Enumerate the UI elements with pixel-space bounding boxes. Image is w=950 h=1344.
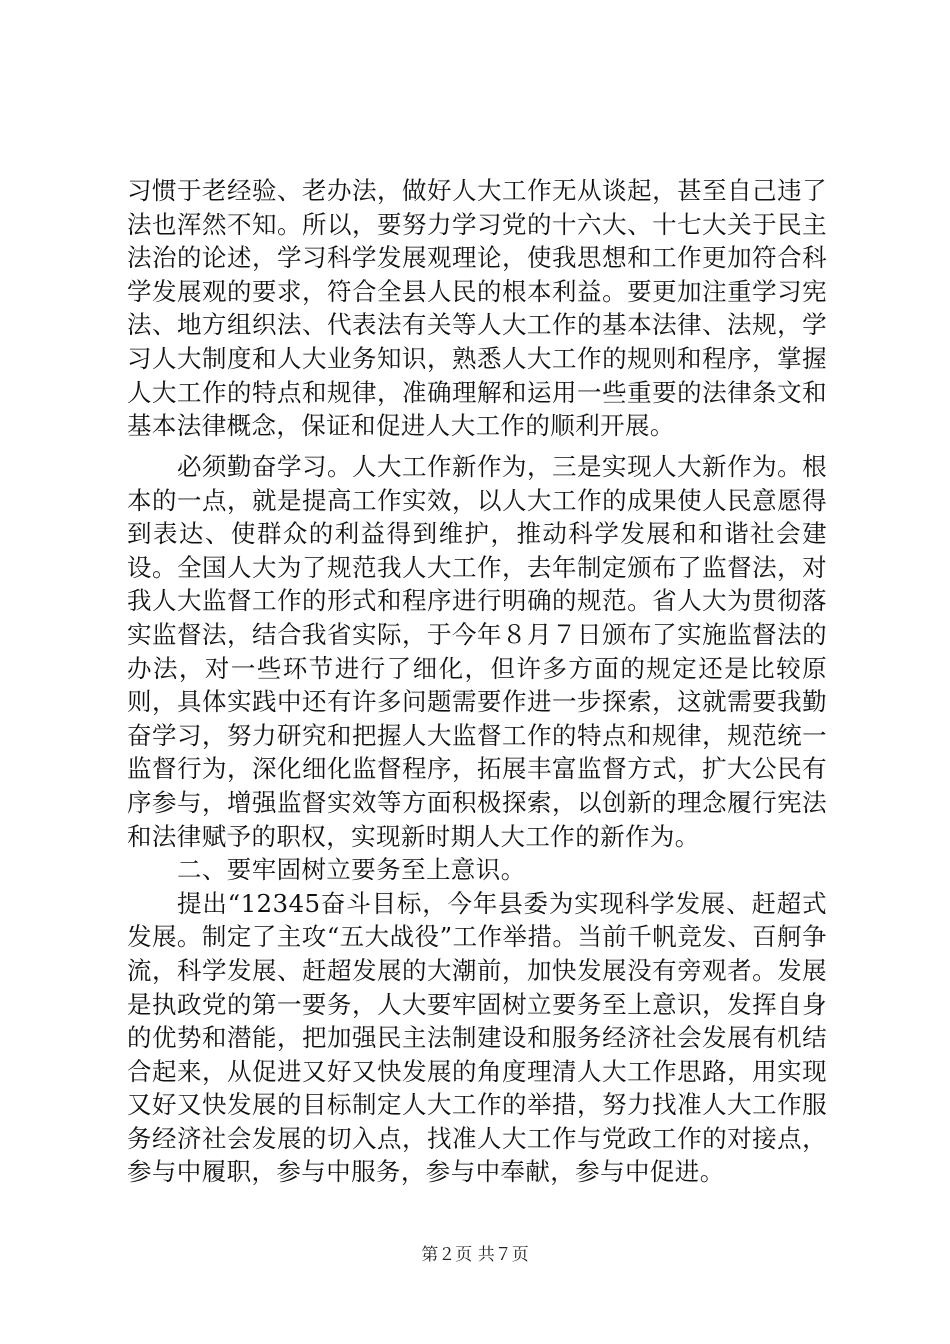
text-block-main <box>127 450 827 1189</box>
text-block-top <box>127 174 827 443</box>
section-heading: 二、要牢固树立要务至上意识。 <box>177 855 526 885</box>
paragraph-study: 必须勤奋学习。人大工作新作为，三是实现人大新作为。根本的一点，就是提高工作实效，以人大工作的成果使人民意愿得到表达、使群众的利益得到维护，推动科学发展和和谐社会建设。全国人大为了规范我人大工作，去年制定颁布了监督法，对我人大监督工作的形式和程序进行明确的规范。省人大为贯彻落实监督法，结合我省实际，于今年８月７日颁布了实施监督法的办法，对一些环节进行了细化，但许多方面的规定还是比较原则，具体实践中还有许多问题需要作进一步探索，这就需要我勤奋学习，努力研究和把握人大监督工作的特点和规律，规范统一监督行为，深化细化监督程序，拓展丰富监督方式，扩大公民有序参与，增强监督实效等方面积极探索，以创新的理念履行宪法和法律赋予的职权，实现新时期人大工作的新作为。 <box>127 452 827 851</box>
page-number-footer: 第２页 共７页 <box>421 1245 529 1265</box>
paragraph-continuation: 习惯于老经验、老办法，做好人大工作无从谈起，甚至自己违了法也浑然不知。所以，要努力学习党的十六大、十七大关于民主法治的论述，学习科学发展观理论，使我思想和工作更加符合科学发展观的要求，符合全县人民的根本利益。要更加注重学习宪法、地方组织法、代表法有关等人大工作的基本法律、法规，学习人大制度和人大业务知识，熟悉人大工作的规则和程序，掌握人大工作的特点和规律，准确理解和运用一些重要的法律条文和基本法律概念，保证和促进人大工作的顺利开展。 <box>127 176 827 441</box>
paragraph-development: 提出“12345奋斗目标，今年县委为实现科学发展、赶超式发展。制定了主攻“五大战役”工作举措。当前千帆竞发、百舸争流，科学发展、赶超发展的大潮前，加快发展没有旁观者。发展是执政党的第一要务，人大要牢固树立要务至上意识，发挥自身的优势和潜能，把加强民主法制建设和服务经济社会发展有机结合起来，从促进又好又快发展的角度理清人大工作思路，用实现又好又快发展的目标制定人大工作的举措，努力找准人大工作服务经济社会发展的切入点，找准人大工作与党政工作的对接点，参与中履职，参与中服务，参与中奉献，参与中促进。 <box>127 888 827 1187</box>
